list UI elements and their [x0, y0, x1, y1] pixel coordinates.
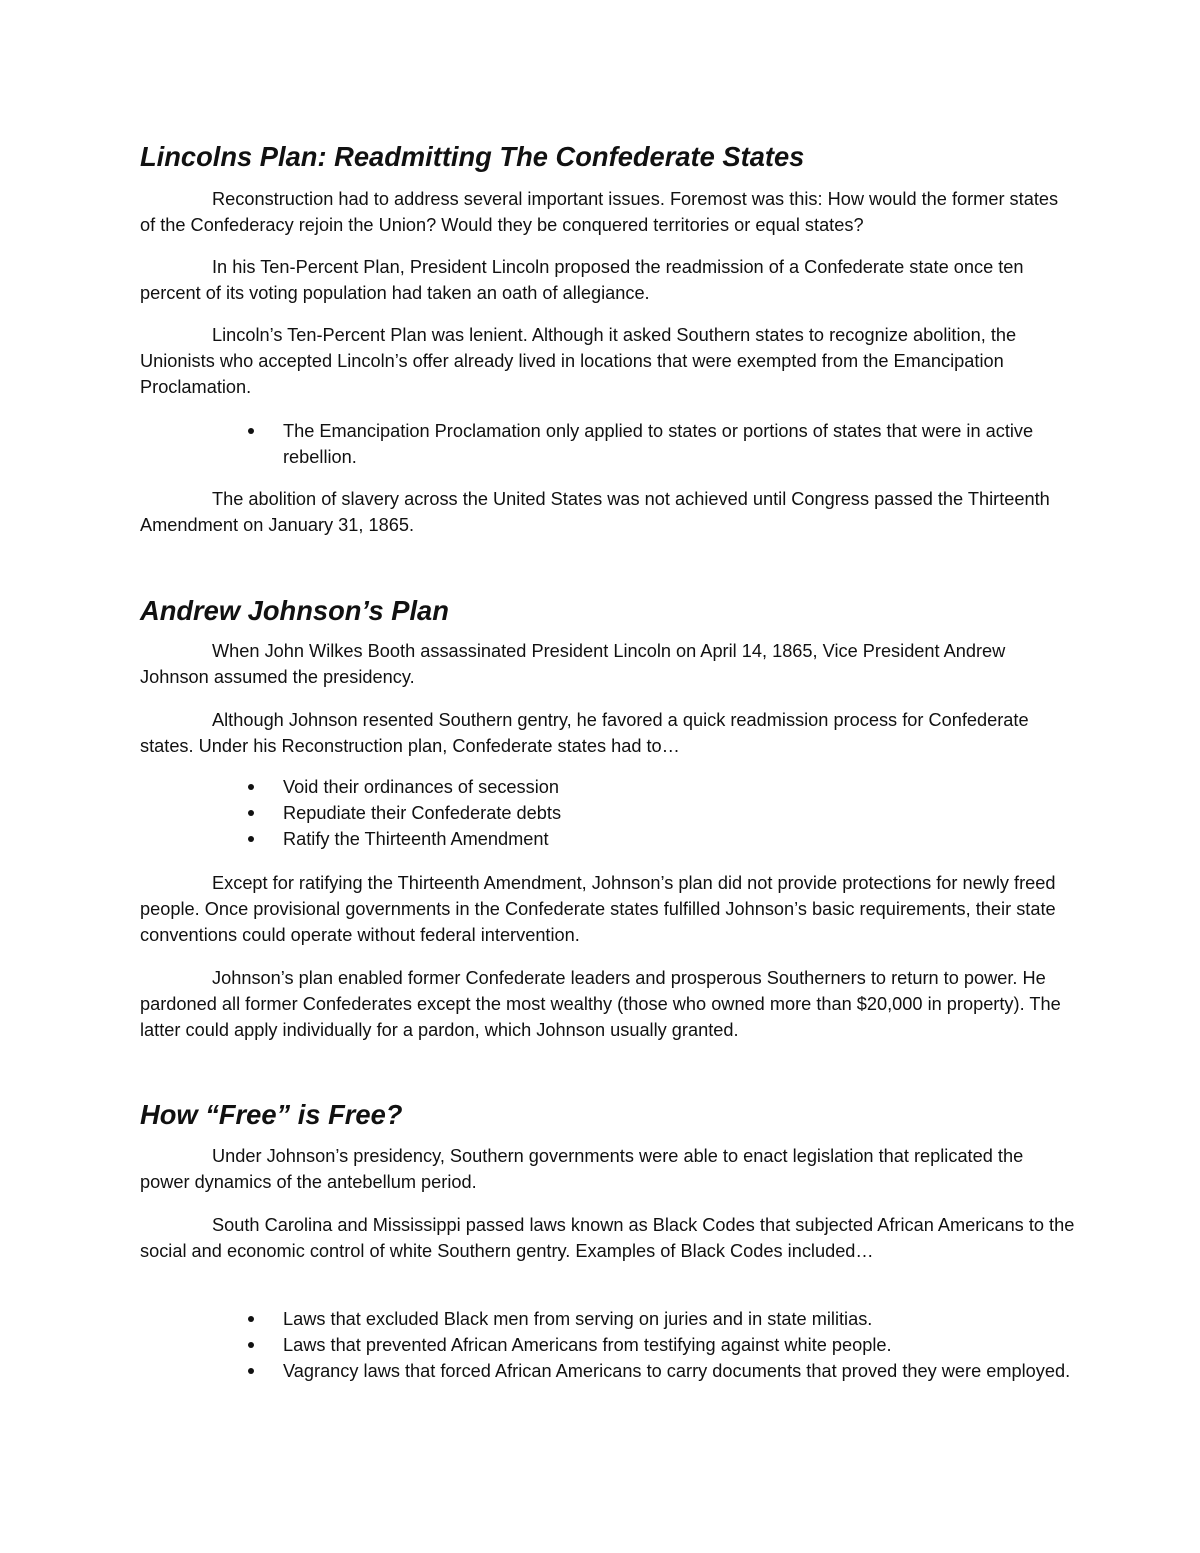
section-heading-lincoln-plan: Lincolns Plan: Readmitting The Confederate States	[140, 141, 805, 172]
list-item	[140, 1306, 1075, 1332]
list-item	[140, 774, 1075, 800]
paragraph: In his Ten-Percent Plan, President Lincoln proposed the readmission of a Confederate state once ten percent of its voting population had taken an oath of allegiance.	[140, 257, 1024, 303]
paragraph: Although Johnson resented Southern gentry, he favored a quick readmission process for Confederate states. Under his Reconstruction plan, Confederate states had to…	[140, 710, 1029, 756]
paragraph: South Carolina and Mississippi passed laws known as Black Codes that subjected African Americans to the social and economic control of white Southern gentry. Examples of Black Codes included…	[140, 1215, 1075, 1261]
paragraph: Johnson’s plan enabled former Confederate leaders and prosperous Southerners to return to power. He pardoned all former Confederates except the most wealthy (those who owned more than $20,000 in property). The latter could apply individually for a pardon, which Johnson usually granted.	[140, 968, 1061, 1040]
list-item-text: Void their ordinances of secession	[283, 777, 560, 797]
paragraph: Except for ratifying the Thirteenth Amendment, Johnson’s plan did not provide protections for newly freed people. Once provisional governments in the Confederate states fulfilled Johnson’s basic requirements, their state conventions could operate without federal intervention.	[140, 873, 1056, 945]
paragraph: When John Wilkes Booth assassinated President Lincoln on April 14, 1865, Vice President Andrew Johnson assumed the presidency.	[140, 641, 1006, 687]
paragraph: Reconstruction had to address several important issues. Foremost was this: How would the former states of the Confederacy rejoin the Union? Would they be conquered territories or equal states?	[140, 189, 1059, 235]
bullet-icon	[248, 1368, 254, 1374]
bullet-icon	[248, 1342, 254, 1348]
list-item	[140, 418, 1075, 470]
list-item-text: Vagrancy laws that forced African Americans to carry documents that proved they were employed.	[283, 1361, 1071, 1381]
bullet-icon	[248, 784, 254, 790]
bullet-icon	[248, 428, 254, 434]
bullet-icon	[248, 1316, 254, 1322]
list-item	[140, 1358, 1075, 1384]
paragraph: Lincoln’s Ten-Percent Plan was lenient. Although it asked Southern states to recognize abolition, the Unionists who accepted Lincoln’s offer already lived in locations that were exempted from the Emancipation Proclamation.	[140, 325, 1017, 397]
list-item-text: Laws that excluded Black men from serving on juries and in state militias.	[283, 1309, 873, 1329]
bullet-list	[140, 1306, 1075, 1384]
section-heading-johnson-plan: Andrew Johnson’s Plan	[140, 595, 449, 626]
list-item-text: The Emancipation Proclamation only applied to states or portions of states that were in active rebellion.	[283, 421, 1034, 467]
paragraph: Under Johnson’s presidency, Southern governments were able to enact legislation that replicated the power dynamics of the antebellum period.	[140, 1146, 1024, 1192]
list-item-text: Repudiate their Confederate debts	[283, 803, 562, 823]
bullet-list	[140, 774, 1075, 852]
list-item	[140, 1332, 1075, 1358]
paragraph: The abolition of slavery across the United States was not achieved until Congress passed the Thirteenth Amendment on January 31, 1865.	[140, 489, 1050, 535]
list-item-text: Laws that prevented African Americans from testifying against white people.	[283, 1335, 892, 1355]
list-item	[140, 800, 1075, 826]
bullet-icon	[248, 836, 254, 842]
section-heading-how-free: How “Free” is Free?	[140, 1099, 403, 1130]
list-item-text: Ratify the Thirteenth Amendment	[283, 829, 549, 849]
bullet-list	[140, 418, 1075, 470]
bullet-icon	[248, 810, 254, 816]
list-item	[140, 826, 1075, 852]
